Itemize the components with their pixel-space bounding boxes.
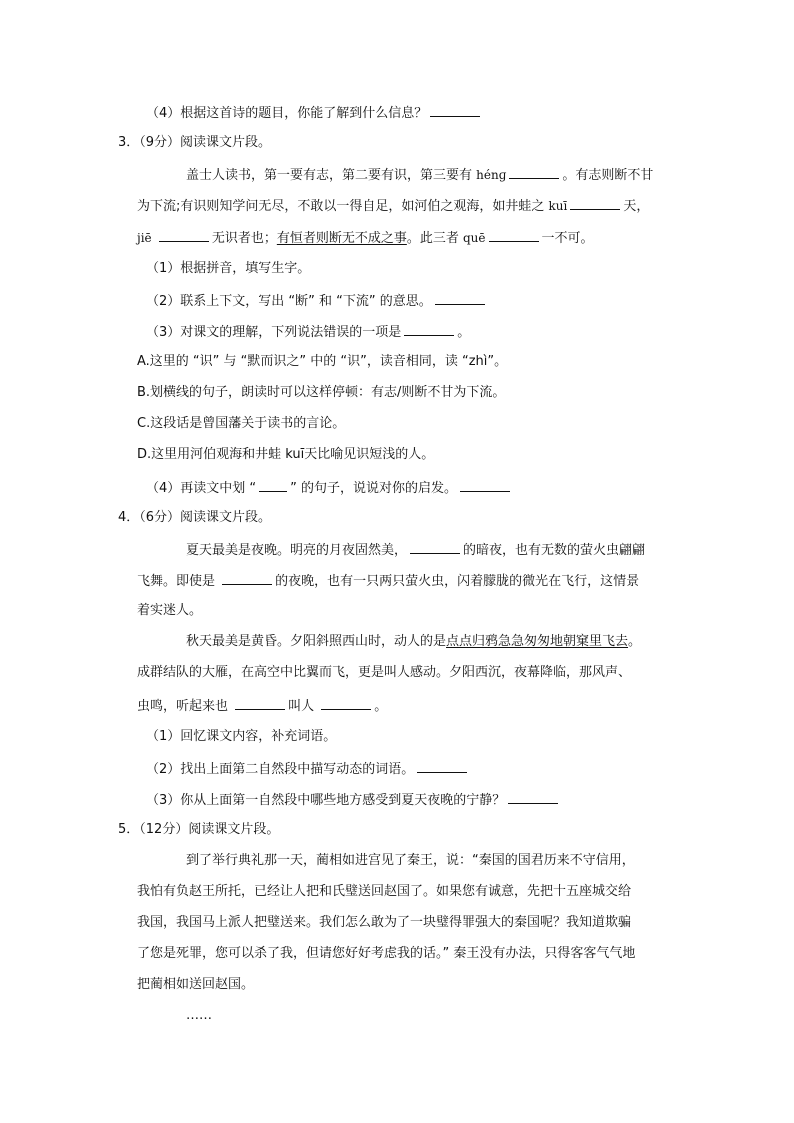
prev-question-sub4 — [146, 104, 483, 122]
pinyin-heng: hénɡ — [476, 168, 507, 182]
answer-blank[interactable] — [570, 197, 620, 210]
passage-text: 的暗夜，也有无数的萤火虫翩翩 — [463, 543, 646, 558]
sub-question-text: （4）根据这首诗的题目，你能了解到什么信息？ — [146, 106, 428, 121]
sub-question-text: ” 的句子，说说对你的启发。 — [290, 481, 458, 496]
answer-blank[interactable] — [235, 697, 285, 710]
q3-passage-line-2 — [137, 197, 649, 215]
q4-sub2 — [146, 760, 470, 778]
q3-option-b[interactable]: B.划横线的句子，朗读时可以这样停顿：有志/则断不甘为下流。 — [137, 385, 506, 400]
sub-question-text: （2）联系上下文，写出 “断” 和 “下流” 的意思。 — [146, 294, 432, 309]
answer-blank[interactable] — [417, 760, 467, 773]
sub-question-text: （2）找出上面第二自然段中描写动态的词语。 — [146, 762, 415, 777]
passage-text: 的夜晚，也有一只两只萤火虫，闪着朦胧的微光在飞行，这情景 — [275, 574, 640, 589]
passage-text: 叫人 — [288, 699, 319, 714]
q4-passage-line-6 — [137, 697, 387, 715]
answer-blank[interactable] — [509, 166, 559, 179]
q3-option-a[interactable]: A.这里的 “识” 与 “默而识之” 中的 “识”，读音相同，读 “zhì”。 — [137, 354, 508, 369]
answer-blank[interactable] — [508, 791, 558, 804]
answer-blank[interactable] — [489, 229, 539, 242]
q5-passage-line-5: 把蔺相如送回赵国。 — [137, 977, 255, 992]
punctuation: 。 — [374, 699, 388, 714]
q4-sub1: （1）回忆课文内容，补充词语。 — [146, 729, 337, 744]
answer-blank[interactable] — [159, 229, 209, 242]
q3-option-d[interactable]: D.这里用河伯观海和井蛙 kuī天比喻见识短浅的人。 — [137, 447, 435, 462]
underlined-sentence: 有恒者则断无不成之事 — [276, 231, 407, 246]
question-5-heading: 5．（12分）阅读课文片段。 — [118, 822, 280, 837]
passage-text: 飞舞。即使是 — [137, 574, 220, 589]
answer-blank[interactable] — [430, 104, 480, 117]
answer-blank[interactable] — [435, 292, 485, 305]
q3-option-c[interactable]: C.这段话是曾国藩关于读书的言论。 — [137, 416, 346, 431]
q4-passage-line-3: 着实迷人。 — [137, 603, 203, 618]
q5-ellipsis: …… — [186, 1008, 212, 1023]
inline-blank — [259, 479, 287, 492]
q4-passage-line-2 — [137, 572, 639, 590]
passage-text: 为下流;有识则知学问无尽，不敢以一得自足，如河伯之观海，如井蛙之 — [137, 199, 549, 214]
passage-text: 。有志则断不甘 — [562, 168, 654, 183]
question-4-heading: 4．（6分）阅读课文片段。 — [118, 510, 272, 525]
sub-question-text: （3）对课文的理解，下列说法错误的一项是 — [146, 325, 402, 340]
q3-sub2 — [146, 292, 488, 310]
q4-sub3 — [146, 791, 561, 809]
pinyin-ji: jiē — [137, 231, 152, 245]
q3-sub3 — [146, 323, 470, 341]
passage-text: 盖士人读书，第一要有志，第二要有识，第三要有 — [186, 168, 477, 183]
answer-blank[interactable] — [321, 697, 371, 710]
passage-text: 夏天最美是夜晚。明亮的月夜固然美， — [186, 543, 408, 558]
answer-blank[interactable] — [410, 541, 460, 554]
punctuation: 。 — [457, 325, 471, 340]
passage-text: 。 — [628, 634, 642, 649]
q3-sub1: （1）根据拼音，填写生字。 — [146, 261, 311, 276]
q4-passage-line-4 — [186, 634, 641, 650]
underlined-sentence: 点点归鸦急急匆匆地朝窠里飞去 — [446, 634, 629, 649]
q5-passage-line-4: 了您是死罪，您可以杀了我，但请您好好考虑我的话。” 秦王没有办法，只得客客气气地 — [137, 946, 636, 961]
passage-text: 秋天最美是黄昏。夕阳斜照西山时，动人的是 — [186, 634, 447, 649]
passage-text: 一不可。 — [541, 231, 594, 246]
sub-question-text: （3）你从上面第一自然段中哪些地方感受到夏天夜晚的宁静？ — [146, 793, 506, 808]
pinyin-que: quē — [462, 231, 486, 245]
q4-passage-line-1 — [186, 541, 645, 559]
answer-blank[interactable] — [404, 323, 454, 336]
q3-passage-line-3 — [137, 229, 594, 247]
question-3-heading: 3．（9分）阅读课文片段。 — [118, 135, 272, 150]
q5-passage-line-1: 到了举行典礼那一天，蔺相如进宫见了秦王，说：“秦国的国君历来不守信用， — [186, 853, 635, 868]
q4-passage-line-5: 成群结队的大雁，在高空中比翼而飞，更是叫人感动。夕阳西沉，夜幕降临，那风声、 — [137, 665, 632, 680]
passage-text: 天， — [623, 199, 650, 214]
answer-blank[interactable] — [222, 572, 272, 585]
q3-passage-line-1 — [186, 166, 653, 184]
passage-text: 。此三者 — [406, 231, 463, 246]
q5-passage-line-2: 我怕有负赵王所托，已经让人把和氏璧送回赵国了。如果您有诚意，先把十五座城交给 — [137, 884, 632, 899]
passage-text: 虫鸣，听起来也 — [137, 699, 233, 714]
pinyin-kui: kuī — [548, 199, 568, 213]
answer-blank[interactable] — [460, 479, 510, 492]
passage-text: 无识者也； — [211, 231, 277, 246]
q5-passage-line-3: 我国，我国马上派人把璧送来。我们怎么敢为了一块璧得罪强大的秦国呢？我知道欺骗 — [137, 915, 632, 930]
sub-question-text: （4）再读文中划 “ — [146, 481, 257, 496]
q3-sub4 — [146, 479, 513, 497]
